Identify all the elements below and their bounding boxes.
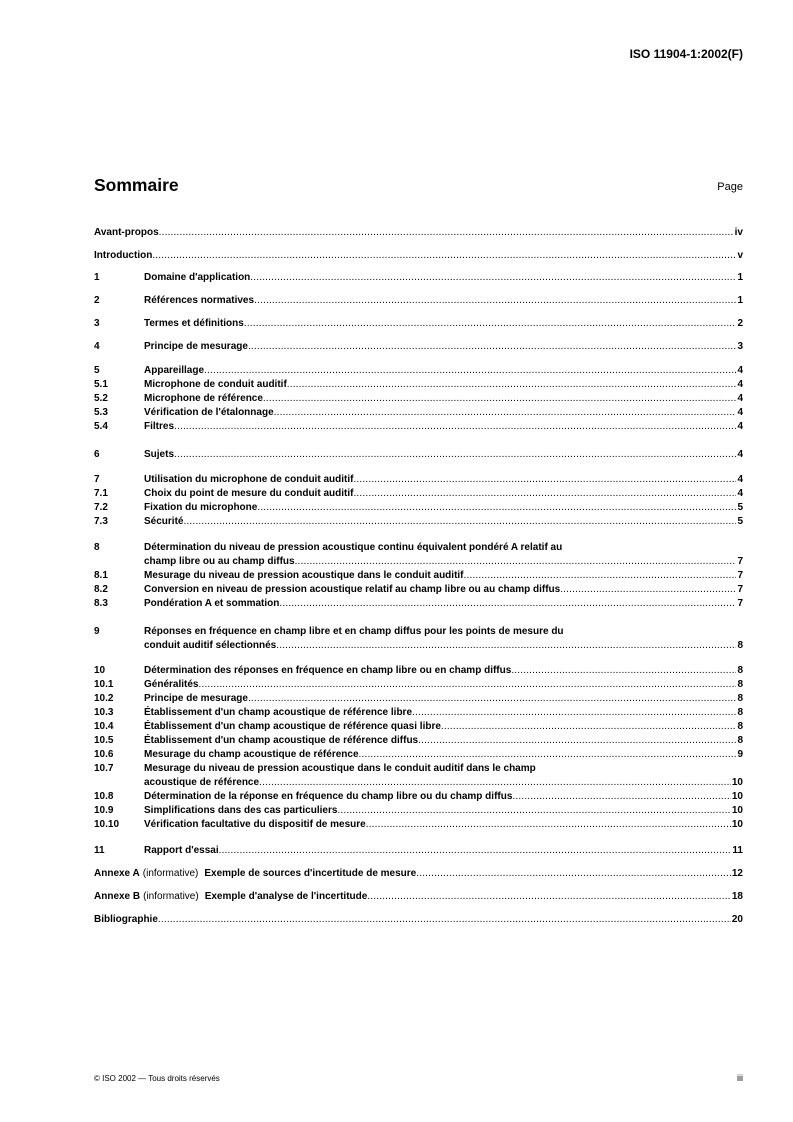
toc-entry-title: Établissement d'un champ acoustique de référence quasi libre [144, 721, 441, 732]
dot-leader [412, 706, 736, 720]
dot-leader [441, 720, 737, 734]
dot-leader [287, 378, 737, 392]
toc-entry-page: 4 [737, 365, 743, 376]
toc-entry-page: 4 [737, 449, 743, 460]
toc-entry-page: 10 [731, 777, 743, 788]
dot-leader [259, 776, 731, 790]
toc-entry-title: Établissement d'un champ acoustique de référence diffus [144, 735, 419, 746]
toc-entry-title: Termes et définitions [144, 318, 244, 329]
toc-entry-page: 5 [737, 516, 743, 527]
toc-entry-title: Utilisation du microphone de conduit auditif [144, 474, 354, 485]
toc-entry-number: 8.1 [94, 570, 108, 581]
toc-entry-page: 8 [737, 707, 743, 718]
toc-entry-number: 7.2 [94, 502, 108, 513]
toc-entry-number: 8.2 [94, 584, 108, 595]
dot-leader [279, 597, 736, 611]
toc-entry-number: 7 [94, 474, 100, 485]
toc-entry-number: 10.4 [94, 721, 114, 732]
toc-entry-number: 9 [94, 626, 100, 637]
toc-entry-page: 8 [737, 679, 743, 690]
toc-entry-title: Domaine d'application [144, 272, 251, 283]
toc-entry-title: Choix du point de mesure du conduit auditif [144, 488, 354, 499]
toc-entry-title: Conversion en niveau de pression acoustique relatif au champ libre ou au champ diffus [144, 584, 561, 595]
toc-title: Sommaire [94, 175, 179, 195]
dot-leader [276, 639, 736, 653]
toc-entry-page: v [737, 250, 743, 261]
dot-leader [353, 473, 736, 487]
toc-entry-page: 7 [737, 584, 743, 595]
dot-leader [183, 515, 736, 529]
dot-leader [464, 569, 737, 583]
dot-leader [248, 340, 737, 354]
toc-entry-number: 10.2 [94, 693, 114, 704]
toc-entry-title: champ libre ou au champ diffus [144, 556, 295, 567]
toc-entry-page: 12 [731, 868, 743, 879]
toc-entry-title: Mesurage du champ acoustique de référence [144, 749, 359, 760]
annex-label: Annexe A [94, 868, 140, 879]
toc-entry-number: 7.3 [94, 516, 108, 527]
toc-entry-title: conduit auditif sélectionnés [144, 640, 277, 651]
toc-entry-title: Exemple d'analyse de l'incertitude [204, 891, 368, 902]
toc-entry-number: 10.5 [94, 735, 114, 746]
toc-entry-title: Sujets [144, 449, 175, 460]
toc-entry-page: 5 [737, 502, 743, 513]
toc-entry-page: iv [734, 227, 743, 238]
toc-entry-number: 10.6 [94, 749, 114, 760]
toc-entry-number: 10.9 [94, 805, 114, 816]
toc-entry-title: Établissement d'un champ acoustique de référence libre [144, 707, 413, 718]
toc-entry-page: 18 [731, 891, 743, 902]
dot-leader [295, 555, 737, 569]
dot-leader [174, 420, 736, 434]
toc-entry-title: Appareillage [144, 365, 205, 376]
dot-leader [248, 692, 737, 706]
toc-entry-page: 9 [737, 749, 743, 760]
dot-leader [254, 294, 736, 308]
toc-entry-number: 10.7 [94, 763, 114, 774]
toc-entry-number: 10.10 [94, 819, 120, 830]
footer-copyright: © ISO 2002 — Tous droits réservés [94, 1074, 220, 1083]
footer-page-number: iii [737, 1073, 743, 1083]
toc-entry-page: 8 [737, 665, 743, 676]
dot-leader [152, 249, 736, 263]
toc-entry-title: Détermination de la réponse en fréquence du champ libre ou du champ diffus [144, 791, 513, 802]
toc-entry-page: 10 [731, 805, 743, 816]
toc-entry-title: Bibliographie [94, 914, 158, 925]
toc-entry-page: 7 [737, 598, 743, 609]
toc-entry-title: Fixation du microphone [144, 502, 258, 513]
dot-leader [418, 734, 736, 748]
toc-entry-number: 5.1 [94, 379, 108, 390]
toc-entry-page: 11 [732, 845, 743, 856]
toc-entry-number: 10 [94, 665, 106, 676]
toc-entry-page: 1 [737, 295, 743, 306]
toc-entry-title-line1: Réponses en fréquence en champ libre et en champ diffus pour les points de mesure du [144, 626, 564, 637]
toc-entry-title: Simplifications dans des cas particuliers [144, 805, 338, 816]
toc-entry-page: 8 [737, 735, 743, 746]
dot-leader [416, 867, 731, 881]
toc-entry-title: Mesurage du niveau de pression acoustique dans le conduit auditif [144, 570, 464, 581]
toc-entry-number: 3 [94, 318, 100, 329]
toc-entry-number: 5.3 [94, 407, 108, 418]
dot-leader [353, 487, 736, 501]
dot-leader [204, 364, 736, 378]
dot-leader [366, 818, 731, 832]
toc-entry-page: 7 [737, 570, 743, 581]
dot-leader [337, 804, 730, 818]
toc-entry-page: 10 [731, 819, 743, 830]
dot-leader [263, 392, 737, 406]
toc-entry-number: 10.3 [94, 707, 114, 718]
toc-entry-title: Rapport d'essai [144, 845, 219, 856]
annex-label: Annexe B [94, 891, 141, 902]
toc-entry-number: 5.2 [94, 393, 108, 404]
toc-entry-number: 10.8 [94, 791, 114, 802]
dot-leader [560, 583, 736, 597]
annex-qualifier: (informative) [142, 868, 199, 879]
toc-page-column-label: Page [717, 181, 743, 193]
toc-entry-title: Principe de mesurage [144, 341, 248, 352]
toc-entry-title: Détermination des réponses en fréquence en champ libre ou en champ diffus [144, 665, 512, 676]
dot-leader [512, 790, 730, 804]
toc-entry-number: 5.4 [94, 421, 108, 432]
dot-leader [511, 664, 736, 678]
toc-entry-page: 4 [737, 379, 743, 390]
dot-leader [244, 317, 737, 331]
dot-leader [367, 890, 731, 904]
dot-leader [174, 448, 736, 462]
toc-entry-title: acoustique de référence [144, 777, 260, 788]
toc-entry-page: 8 [737, 721, 743, 732]
dot-leader [250, 271, 736, 285]
toc-entry-page: 4 [737, 474, 743, 485]
toc-entry-page: 10 [731, 791, 743, 802]
dot-leader [274, 406, 737, 420]
toc-entry-title: Pondération A et sommation [144, 598, 280, 609]
toc-entry-page: 1 [737, 272, 743, 283]
toc-entry-title: Introduction [94, 250, 153, 261]
toc-entry-title: Microphone de conduit auditif [144, 379, 287, 390]
toc-entry-page: 4 [737, 488, 743, 499]
toc-entry-number: 11 [94, 845, 105, 856]
dot-leader [159, 226, 734, 240]
toc-entry-page: 8 [737, 693, 743, 704]
toc-entry-number: 2 [94, 295, 100, 306]
toc-entry-title: Microphone de référence [144, 393, 263, 404]
toc-entry-title: Références normatives [144, 295, 255, 306]
dot-leader [198, 678, 736, 692]
toc-entry-number: 10.1 [94, 679, 114, 690]
toc-entry-number: 8.3 [94, 598, 108, 609]
dot-leader [257, 501, 736, 515]
toc-entry-title: Vérification facultative du dispositif de mesure [144, 819, 366, 830]
annex-qualifier: (informative) [143, 891, 199, 902]
dot-leader [219, 844, 732, 858]
toc-entry-title-line1: Mesurage du niveau de pression acoustique dans le conduit auditif dans le champ [144, 763, 536, 774]
toc-entry-page: 4 [737, 421, 743, 432]
toc-entry-page: 2 [737, 318, 743, 329]
toc-entry-title-line1: Détermination du niveau de pression acoustique continu équivalent pondéré A relatif au [144, 542, 563, 553]
toc-entry-page: 4 [737, 407, 743, 418]
document-standard-id: ISO 11904-1:2002(F) [629, 47, 743, 61]
toc-entry-number: 6 [94, 449, 100, 460]
toc-entry-number: 4 [94, 341, 100, 352]
dot-leader [158, 913, 731, 927]
toc-entry-title: Filtres [144, 421, 175, 432]
toc-entry-number: 8 [94, 542, 100, 553]
dot-leader [359, 748, 737, 762]
toc-entry-number: 7.1 [94, 488, 108, 499]
toc-entry-page: 4 [737, 393, 743, 404]
toc-entry-page: 20 [731, 914, 743, 925]
toc-entry-page: 3 [737, 341, 743, 352]
toc-entry-title: Avant-propos [94, 227, 159, 238]
toc-entry-number: 5 [94, 365, 100, 376]
toc-entry-title: Généralités [144, 679, 199, 690]
toc-entry-number: 1 [94, 272, 100, 283]
toc-entry-title: Sécurité [144, 516, 184, 527]
toc-entry-title: Vérification de l'étalonnage [144, 407, 274, 418]
toc-entry-title: Principe de mesurage [144, 693, 248, 704]
toc-entry-page: 8 [737, 640, 743, 651]
toc-entry-page: 7 [737, 556, 743, 567]
toc-entry-title: Exemple de sources d'incertitude de mesure [204, 868, 417, 879]
